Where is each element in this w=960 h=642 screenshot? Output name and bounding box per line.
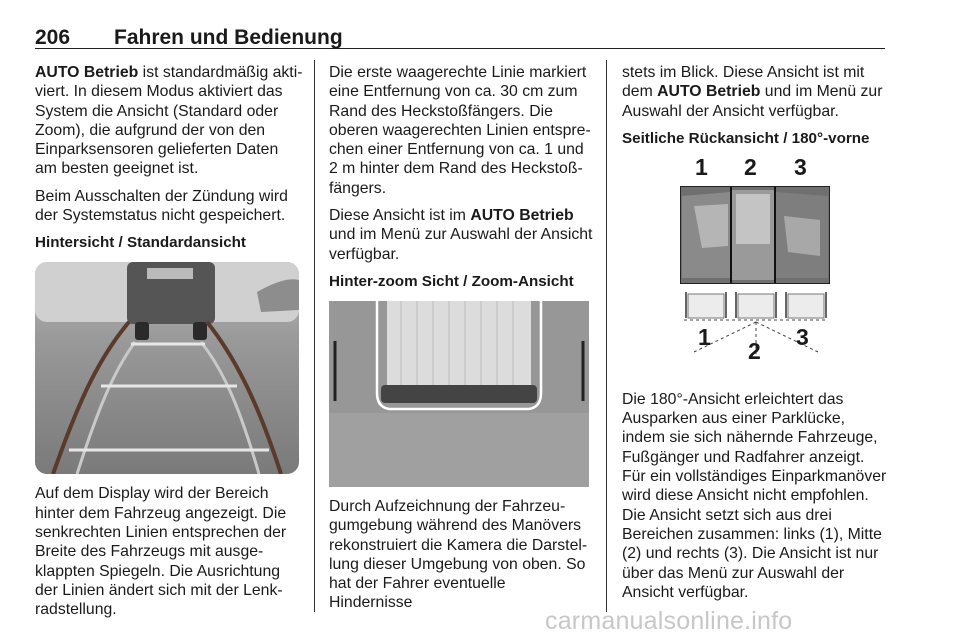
paragraph	[329, 206, 593, 264]
figure-label-2: 2	[748, 337, 761, 364]
column-2	[329, 63, 593, 621]
page-number: 206	[35, 26, 71, 49]
paragraph: Die erste waagerechte Linie markiert eine Entfernung von ca. 30 cm zum Rand des Heckstoßfängers. Die oberen waagerechten Linien entsprechen einer Entfernung von ca. 1 und 2 m hinter dem Rand des Heckstoßfängers.	[329, 64, 591, 197]
paragraph: Die 180°-Ansicht erleichtert das Ausparken aus einer Parklücke, indem sie sich nähernde Fahrzeuge, Fußgänger und Radfahrer anzeigt. Für ein vollständiges Einparkmanöver wird diese Ansicht nicht empfohlen. Die Ansicht setzt sich aus drei Bereichen zusammen: links (1), Mitte (2) und rechts (3). Die Ansicht ist nur über das Menü zur Auswahl der Ansicht verfügbar.	[622, 390, 887, 601]
watermark: carmanualsonline.info	[545, 607, 793, 635]
rear-zoom-view-image	[329, 301, 589, 487]
column-divider	[314, 60, 315, 612]
paragraph-text: stets im Blick. Diese Ansicht ist mit dem	[622, 64, 865, 101]
figure-label-1: 1	[698, 323, 711, 350]
three-segment-camera-image	[680, 186, 830, 284]
section-heading: Seitliche Rückansicht / 180°-vorne	[622, 129, 870, 147]
running-title: Fahren und Bedienung	[114, 26, 343, 49]
paragraph-text: und im Menü zur Auswahl der Ansicht verfügbar.	[622, 83, 883, 120]
paragraph	[622, 63, 890, 121]
column-3	[622, 63, 890, 610]
section-heading: Hinter-zoom Sicht / Zoom-Ansicht	[329, 272, 574, 290]
term-auto-betrieb: AUTO Betrieb	[470, 207, 574, 225]
column-divider	[606, 60, 607, 612]
figure-label-3: 3	[794, 153, 807, 180]
page-header	[35, 18, 885, 49]
term-auto-betrieb: AUTO Betrieb	[657, 83, 761, 101]
paragraph-text: Diese Ansicht ist im	[329, 207, 471, 225]
paragraph	[35, 63, 303, 179]
column-1	[35, 63, 303, 627]
figure-label-1: 1	[695, 153, 708, 180]
paragraph: Durch Aufzeichnung der Fahrzeugumgebung während des Manövers rekonstruiert die Kamera die Darstellung dieser Umgebung von oben. So hat der Fahrer eventuelle Hindernisse	[329, 497, 588, 612]
figure-label-3: 3	[796, 323, 809, 350]
paragraph: Auf dem Display wird der Bereich hinter dem Fahrzeug angezeigt. Die senkrechten Linien entsprechen der Breite des Fahrzeugs mit ausgeklappten Spiegeln. Die Ausrichtung der Linien ändert sich mit der Lenkradstellung.	[35, 485, 287, 619]
figure-label-2: 2	[744, 153, 757, 180]
paragraph-text: und im Menü zur Auswahl der Ansicht verfügbar.	[329, 226, 593, 263]
side-rear-view-figure	[622, 153, 886, 378]
rear-standard-view-image	[35, 262, 299, 474]
term-auto-betrieb: AUTO Betrieb	[35, 64, 139, 81]
section-heading: Hintersicht / Standardansicht	[35, 234, 246, 252]
paragraph-text: ist standardmäßig aktiviert. In diesem Modus aktiviert das System die Ansicht (Standard oder Zoom), die aufgrund der von den Einparksensoren gelieferten Daten am besten geeignet ist.	[35, 64, 303, 178]
paragraph: Beim Ausschalten der Zündung wird der Systemstatus nicht gespeichert.	[35, 187, 288, 225]
